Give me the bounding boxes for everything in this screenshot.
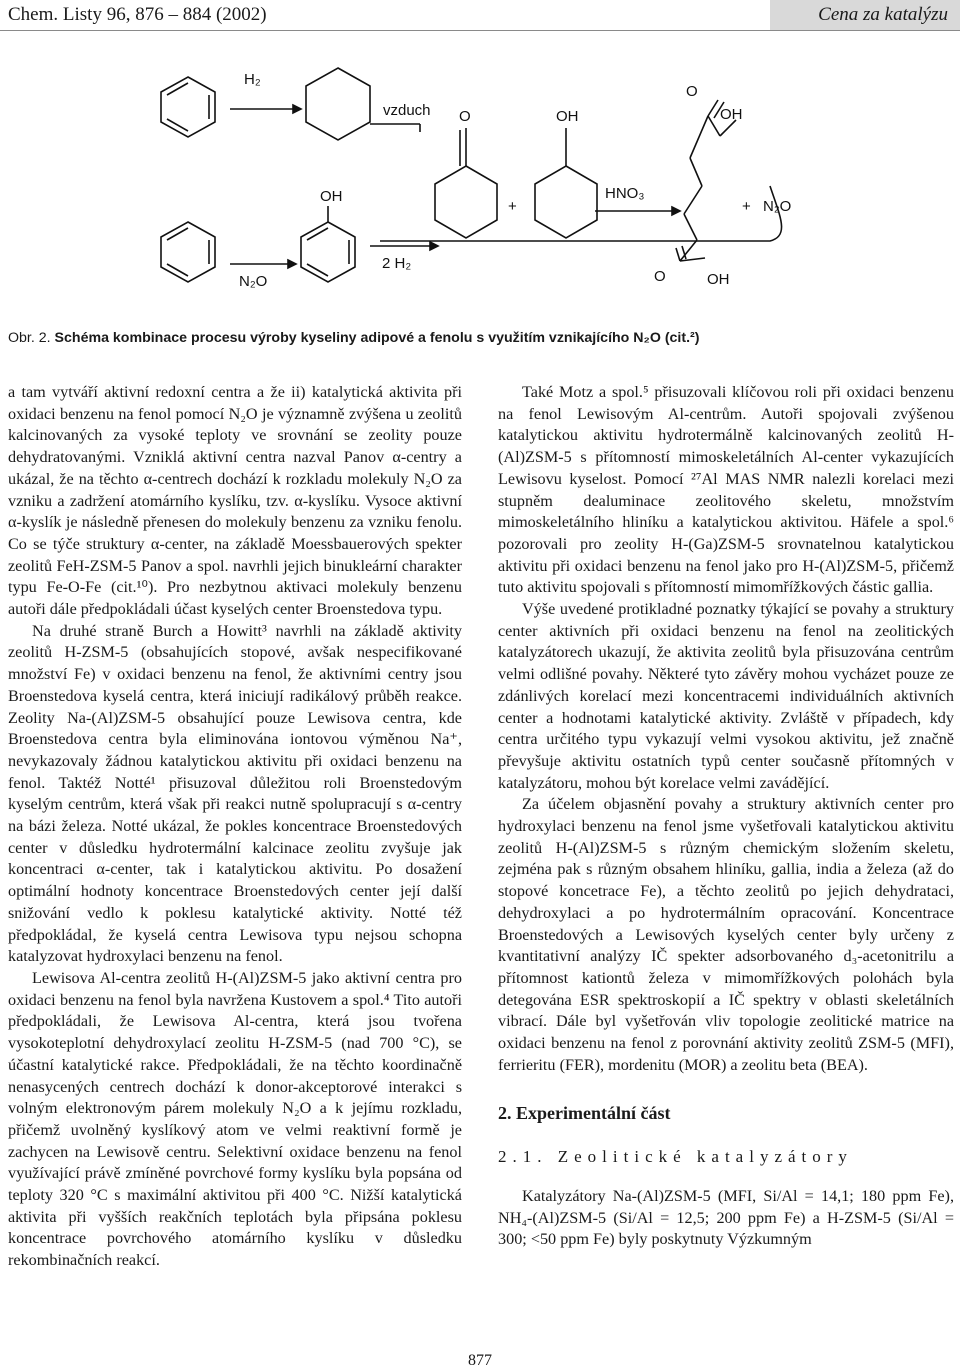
- right-paragraph-2: Výše uvedené protikladné poznatky týkající se povahy a struktury center aktivních při oxidaci benzenu na fenol na zeolitických katalyzátorech ukazují, že aktivita zeolitů byla přisuzována centrům velmi odlišné povahy. Některé tyto závěry mohou vycházet pouze ze zdánlivých korelací mezi koncentracemi individuálních aktivních center a hodnotami katalytické aktivity. Zvláště v případech, kdy centra určitého typu vykazují velmi vysokou aktivitu, jež značně převyšuje aktivitu ostatních typů center současně přítomných v katalyzátoru, mohou být korelace velmi zavádějící.: [498, 600, 954, 792]
- right-column: [498, 382, 954, 1251]
- label-air: vzduch: [383, 102, 431, 119]
- label-acid-top-o: O: [686, 83, 698, 100]
- right-paragraph-4: Katalyzátory Na-(Al)ZSM-5 (MFI, Si/Al = 14,1; 180 ppm Fe), NH₄-(Al)ZSM-5 (Si/Al = 12,5; 200 ppm Fe) a H-ZSM-5 (Si/Al = 300; <50 ppm Fe) byly poskytnuty Výzkumným: [498, 1186, 954, 1249]
- phenol-structure: [301, 206, 355, 282]
- n2o-recycle-arrow: [380, 186, 782, 241]
- label-h2: H₂: [244, 71, 261, 88]
- left-paragraph-1: a tam vytváří aktivní redoxní centra a že ii) katalytická aktivita při oxidaci benzenu na fenol pomocí N₂O je významně zvýšena u zeolitů kalcinovaných za vysoké teploty ve srovnání se zeolity pouze dehydratovanými. Vzniklá aktivní centra nazval Panov α-centry a ukázal, že na těchto α-centrech dochází k rozkladu molekuly N₂O za vzniku a zadržení atomárního kyslíku, tzv. α-kyslíku. Vysoce aktivní α-kyslík je následně přenesen do molekuly benzenu za vzniku fenolu. Co se týče struktury α-center, na základě Moessbauerových spekter zeolitů FeH-ZSM-5 Panov a spol. navrhli jejich binukleární charakter typu Fe-O-Fe (cit.¹⁰). Pro nezbytnou aktivaci molekuly benzenu autoři dále předpokládali účast kyselých center Broenstedova typu.: [8, 383, 462, 619]
- page-number: 877: [468, 1352, 492, 1369]
- label-hno3: HNO₃: [605, 185, 645, 202]
- label-alcohol-oh: OH: [556, 108, 579, 125]
- section-heading: 2. Experimentální část: [498, 1102, 671, 1123]
- left-column: [8, 382, 462, 1272]
- label-n2o-product: N₂O: [763, 198, 792, 215]
- caption-prefix: Obr. 2.: [8, 330, 51, 346]
- cyclohexane-structure: [306, 68, 370, 140]
- label-acid-top-oh: OH: [720, 106, 743, 123]
- label-acid-bottom-oh: OH: [707, 271, 730, 288]
- caption-text: Schéma kombinace procesu výroby kyseliny adipové a fenolu s využitím vznikajícího N₂O (cit.²): [54, 330, 700, 346]
- left-paragraph-2: Na druhé straně Burch a Howitt³ navrhli na základě aktivity zeolitů H-ZSM-5 (obsahujících stopové, avšak nespecifikované množství Fe) v oxidaci benzenu na fenol, že aktivními centry jsou Broenstedova kyselá centra, která iniciují radikálový průběh reakce. Zeolity Na-(Al)ZSM-5 obsahující pouze Lewisova centra, kde Broenstedova centra byla eliminována iontovou výměnou Na⁺, nevykazovaly žádnou katalytickou aktivitu při oxidaci benzenu na fenol. Taktéž Notté¹ přisuzoval důležitou roli Broenstedovým kyselým centrům, která však při reakci nutně spolupracují s α-centry na bázi železa. Notté ukázal, že pokles koncentrace Broenstedových center v důsledku hydrotermální kalcinace zeolitu zvyšuje jak koncentraci α-center, tak i katalytickou aktivitu. Po dosažení optimální hodnoty koncentrace Broenstedových center její další snižování vedlo k poklesu katalytické aktivity. Notté též předpokládal, že kyselá centra Lewisova typu nejsou schopna katalyzovat hydroxylaci benzenu na fenol.: [8, 621, 462, 966]
- label-acid-bottom-o: O: [654, 268, 666, 285]
- cyclohexanol-structure: [535, 166, 597, 238]
- running-header: [0, 0, 960, 30]
- adipic-acid-structure: [676, 100, 736, 261]
- benzene-structure-bottom: [161, 222, 215, 282]
- subsection-heading: 2.1. Zeolitické katalyzátory: [498, 1147, 853, 1167]
- right-paragraph-1: Také Motz a spol.⁵ přisuzovali klíčovou roli při oxidaci benzenu na fenol Lewisovým Al-centrům. Autoři spojovali zvýšenou katalytickou aktivitu hydrotermálně kalcinovaných zeolitů H-(Al)ZSM-5 s přítomností mimoskeletálních Al-center vykazujících Lewisovu kyselost. Pomocí ²⁷Al MAS NMR nalezli korelaci mezi stupněm dealuminace zeolitového skeletu, množstvím mimoskeletálního hliníku a katalytickou aktivitou. Häfele a spol.⁶ pozorovali pro zeolity H-(Ga)ZSM-5 srovnatelnou katalytickou aktivitu při oxidaci benzenu na fenol jako pro H-(Al)ZSM-5, přičemž tuto aktivitu spojovali s přítomností mimomřížkových částic gallia.: [498, 383, 954, 597]
- figure-caption: [8, 330, 700, 346]
- label-ketone-o: O: [459, 108, 471, 125]
- journal-citation: Chem. Listy 96, 876 – 884 (2002): [8, 4, 267, 25]
- section-title: Cena za katalýzu: [818, 4, 948, 25]
- cyclohexanone-structure: [435, 166, 497, 238]
- left-paragraph-3: Lewisova Al-centra zeolitů H-(Al)ZSM-5 jako aktivní centra pro oxidaci benzenu na fenol byla navržena Kustovem a spol.⁴ Tito autoři předpokládali, že Lewisova Al-centra, která jsou tvořena vysokoteplotní dehydroxylací zeolitu H-ZSM-5 (nad 700 °C), se účastní katalytické rakce. Předpokládali, že na těchto koordinačně nenasycených centrech dochází k donor-akceptorové interakci s volným elektronovým párem molekuly N₂O a k jejímu rozkladu, přičemž uvolněný kyslíkový atom ve velmi reaktivní formě je zachycen na Lewisově centru. Selektivní oxidace benzenu na fenol využívající právě zmíněné povrchové formy kyslíku byla popsána od teploty 320 °C s maximální aktivitou při 400 °C. Nižší katalytická aktivita při vyšších reakčních teplotách byla připsána poklesu koncentrace povrchového atomárního kyslíku v důsledku rekombinačních reakcí.: [8, 968, 462, 1270]
- right-paragraph-3: Za účelem objasnění povahy a struktury aktivních center pro hydroxylaci benzenu na fenol jsme vyšetřovali katalytickou aktivitu zeolitů H-(Al)ZSM-5 s různým chemickým složením skeletu, zejména pak s různým obsahem hliníku, gallia, india a železa (až do stopové koncetrace Fe), a těchto zeolitů po jejich dehydrataci, dehydroxylaci a po hydrotermálním opracování. Koncentrace Broenstedových a Lewisových kyselých center byly určeny z kvantitativní analýzy IČ spekter adsorbovaného d₃-acetonitrilu a přítomnost kationtů železa v mimomřížkových polohách byla detegována ESR spektroskopií a IČ spektry v oblasti skeletálních vibrací. Dále byl vyšetřován vliv topologie zeolitické matrice na oxidaci benzenu na fenol z porovnání aktivity zeolitů ZSM-5 (MFI), ferrieritu (FER), mordenitu (MOR) a zeolitu beta (BEA).: [498, 795, 954, 1074]
- benzene-structure-top: [161, 77, 215, 137]
- reaction-scheme: [0, 36, 960, 326]
- label-phenol-oh: OH: [320, 188, 343, 205]
- header-rule: [0, 30, 960, 31]
- label-two-h2: 2 H₂: [382, 255, 412, 272]
- label-n2o-reagent: N₂O: [239, 273, 268, 290]
- label-plus-1: +: [508, 198, 517, 215]
- label-plus-2: +: [742, 198, 751, 215]
